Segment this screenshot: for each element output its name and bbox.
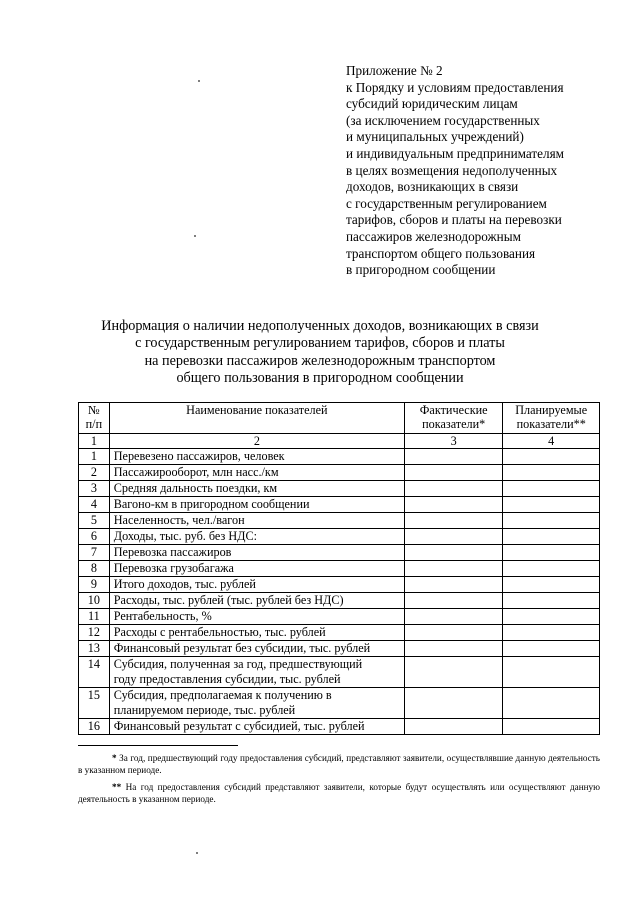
actual-value-cell xyxy=(404,497,502,513)
actual-value-cell xyxy=(404,545,502,561)
actual-value-cell xyxy=(404,641,502,657)
row-name: Рентабельность, % xyxy=(109,609,404,625)
planned-value-cell xyxy=(503,497,600,513)
column-index: 1 xyxy=(79,434,110,449)
indicators-table xyxy=(78,402,600,735)
table-row xyxy=(79,657,600,688)
row-number: 14 xyxy=(79,657,110,688)
row-name xyxy=(109,688,404,719)
table-row xyxy=(79,609,600,625)
appendix-line: Приложение № 2 xyxy=(346,63,443,78)
row-number: 2 xyxy=(79,465,110,481)
table-row xyxy=(79,513,600,529)
actual-value-cell xyxy=(404,561,502,577)
footnote-2-mark: ** xyxy=(112,781,122,792)
row-name: Пассажирооборот, млн насс./км xyxy=(109,465,404,481)
actual-value-cell xyxy=(404,449,502,465)
row-name-line: Субсидия, полученная за год, предшествующий xyxy=(113,657,363,672)
title-line: с государственным регулированием тарифов, сборов и платы xyxy=(135,335,505,352)
row-name: Перевезено пассажиров, человек xyxy=(109,449,404,465)
planned-value-cell xyxy=(503,625,600,641)
appendix-line: и муниципальных учреждений) xyxy=(346,129,524,145)
title-line: на перевозки пассажиров железнодорожным транспортом xyxy=(144,352,496,369)
footnote-1-mark: * xyxy=(112,753,117,763)
title-line: общего пользования в пригородном сообщении xyxy=(176,370,464,387)
appendix-line: транспортом общего пользования xyxy=(346,245,536,261)
header-num: № п/п xyxy=(79,403,110,434)
table-row xyxy=(79,561,600,577)
appendix-line: в пригородном сообщении xyxy=(346,262,496,278)
actual-value-cell xyxy=(404,657,502,688)
actual-value-cell xyxy=(404,719,502,735)
appendix-header xyxy=(346,63,616,279)
row-number: 9 xyxy=(79,577,110,593)
appendix-line: доходов, возникающих в связи xyxy=(346,179,519,195)
footnote-1 xyxy=(78,752,600,777)
appendix-line: с государственным регулированием xyxy=(346,195,547,211)
row-number: 11 xyxy=(79,609,110,625)
actual-value-cell xyxy=(404,593,502,609)
table-row xyxy=(79,497,600,513)
row-name: Вагоно-км в пригородном сообщении xyxy=(109,497,404,513)
actual-value-cell xyxy=(404,513,502,529)
row-number: 13 xyxy=(79,641,110,657)
row-name-line: году предоставления субсидии, тыс. рублей xyxy=(113,671,341,686)
row-number: 7 xyxy=(79,545,110,561)
header-actual: Фактические показатели* xyxy=(404,403,502,434)
appendix-line: (за исключением государственных xyxy=(346,112,540,128)
scan-dot xyxy=(194,235,196,237)
row-name: Населенность, чел./вагон xyxy=(109,513,404,529)
table-row xyxy=(79,625,600,641)
planned-value-cell xyxy=(503,529,600,545)
row-name: Расходы, тыс. рублей (тыс. рублей без НДС) xyxy=(109,593,404,609)
row-number: 12 xyxy=(79,625,110,641)
appendix-line: субсидий юридическим лицам xyxy=(346,96,518,112)
footnote-2 xyxy=(78,781,600,806)
column-index: 2 xyxy=(109,434,404,449)
table-row xyxy=(79,465,600,481)
column-index: 3 xyxy=(404,434,502,449)
row-name-line: Субсидия, предполагаемая к получению в xyxy=(113,688,332,703)
row-number: 8 xyxy=(79,561,110,577)
actual-value-cell xyxy=(404,577,502,593)
column-index-row xyxy=(79,434,600,449)
footnote-2-text: На год предоставления субсидий представляют заявители, которые будут осуществлять или осуществляют данную деятельность в указанном периоде. xyxy=(78,781,600,805)
planned-value-cell xyxy=(503,609,600,625)
row-name xyxy=(109,657,404,688)
row-name-line: планируемом периоде, тыс. рублей xyxy=(113,702,296,717)
row-number: 15 xyxy=(79,688,110,719)
table-row xyxy=(79,529,600,545)
header-name: Наименование показателей xyxy=(109,403,404,434)
table-row xyxy=(79,593,600,609)
table-row xyxy=(79,719,600,735)
planned-value-cell xyxy=(503,593,600,609)
footnote-separator xyxy=(78,745,238,746)
actual-value-cell xyxy=(404,625,502,641)
table-row xyxy=(79,577,600,593)
column-index: 4 xyxy=(503,434,600,449)
actual-value-cell xyxy=(404,609,502,625)
appendix-line: к Порядку и условиям предоставления xyxy=(346,79,564,95)
appendix-line: тарифов, сборов и платы на перевозки xyxy=(346,212,562,228)
planned-value-cell xyxy=(503,561,600,577)
footnote-1-text: За год, предшествующий году предоставления субсидий, представляют заявители, осуществлявшие данную деятельность в указанном периоде. xyxy=(78,753,600,776)
appendix-line: и индивидуальным предпринимателям xyxy=(346,145,565,161)
row-name: Перевозка грузобагажа xyxy=(109,561,404,577)
row-number: 4 xyxy=(79,497,110,513)
planned-value-cell xyxy=(503,449,600,465)
footnotes xyxy=(78,745,600,810)
planned-value-cell xyxy=(503,545,600,561)
row-number: 5 xyxy=(79,513,110,529)
row-number: 16 xyxy=(79,719,110,735)
scan-dot xyxy=(196,852,198,854)
row-name: Перевозка пассажиров xyxy=(109,545,404,561)
planned-value-cell xyxy=(503,465,600,481)
row-name: Финансовый результат с субсидией, тыс. рублей xyxy=(109,719,404,735)
row-name: Средняя дальность поездки, км xyxy=(109,481,404,497)
row-number: 3 xyxy=(79,481,110,497)
planned-value-cell xyxy=(503,688,600,719)
planned-value-cell xyxy=(503,719,600,735)
planned-value-cell xyxy=(503,577,600,593)
title-line: Информация о наличии недополученных доходов, возникающих в связи xyxy=(101,318,539,334)
table-row xyxy=(79,688,600,719)
table-row xyxy=(79,449,600,465)
row-number: 1 xyxy=(79,449,110,465)
planned-value-cell xyxy=(503,513,600,529)
row-name: Итого доходов, тыс. рублей xyxy=(109,577,404,593)
header-planned: Планируемые показатели** xyxy=(503,403,600,434)
table-row xyxy=(79,641,600,657)
planned-value-cell xyxy=(503,657,600,688)
actual-value-cell xyxy=(404,688,502,719)
planned-value-cell xyxy=(503,481,600,497)
scan-dot xyxy=(198,80,200,82)
actual-value-cell xyxy=(404,465,502,481)
appendix-line: в целях возмещения недополученных xyxy=(346,162,558,178)
row-name: Доходы, тыс. руб. без НДС: xyxy=(109,529,404,545)
document-title xyxy=(60,318,580,388)
actual-value-cell xyxy=(404,481,502,497)
actual-value-cell xyxy=(404,529,502,545)
row-name: Расходы с рентабельностью, тыс. рублей xyxy=(109,625,404,641)
table-row xyxy=(79,481,600,497)
row-number: 10 xyxy=(79,593,110,609)
row-number: 6 xyxy=(79,529,110,545)
row-name: Финансовый результат без субсидии, тыс. рублей xyxy=(109,641,404,657)
planned-value-cell xyxy=(503,641,600,657)
appendix-line: пассажиров железнодорожным xyxy=(346,228,521,244)
table-row xyxy=(79,545,600,561)
table-header-row xyxy=(79,403,600,434)
